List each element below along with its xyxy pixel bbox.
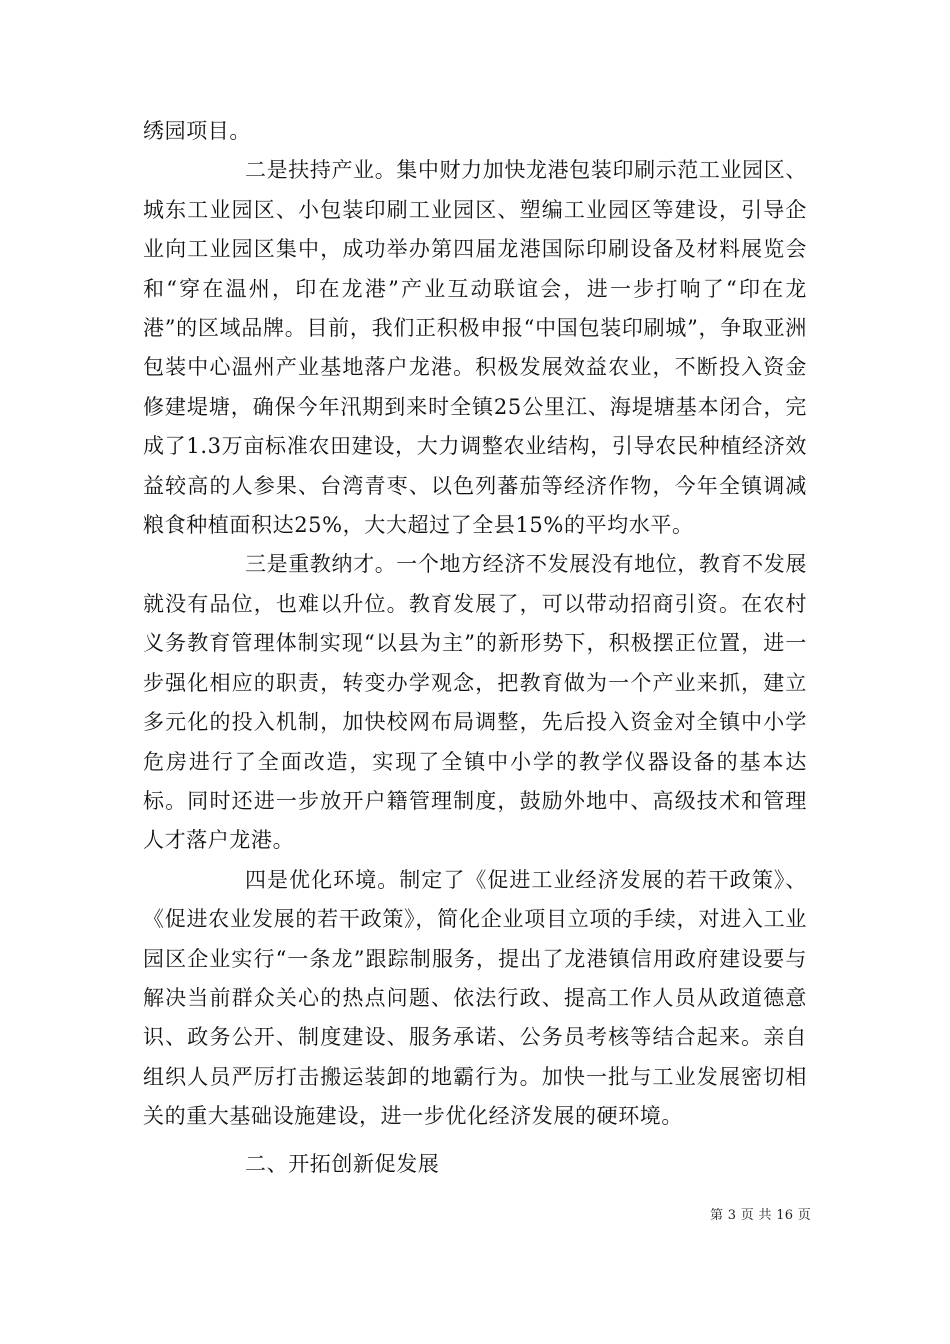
- paragraph-education-talent: 三是重教纳才。一个地方经济不发展没有地位，教育不发展就没有品位，也难以升位。教育发展了，可以带动招商引资。在农村义务教育管理体制实现“以县为主”的新形势下，积极摆正位置，进一步强化相应的职责，转变办学观念，把教育做为一个产业来抓，建立多元化的投入机制，加快校网布局调整，先后投入资金对全镇中小学危房进行了全面改造，实现了全镇中小学的教学仪器设备的基本达标。同时还进一步放开户籍管理制度，鼓励外地中、高级技术和管理人才落户龙港。: [143, 552, 807, 853]
- section-heading: 二、开拓创新促发展: [245, 1151, 440, 1176]
- page-number-footer: 第 3 页 共 16 页: [710, 1208, 812, 1223]
- document-body: [143, 112, 807, 1184]
- paragraph-optimize-environment: 四是优化环境。制定了《促进工业经济发展的若干政策》、《促进农业发展的若干政策》，简化企业项目立项的手续，对进入工业园区企业实行“一条龙”跟踪制服务，提出了龙港镇信用政府建设要与解决当前群众关心的热点问题、依法行政、提高工作人员从政道德意识、政务公开、制度建设、服务承诺、公务员考核等结合起来。亲自组织人员严厉打击搬运装卸的地霸行为。加快一批与工业发展密切相关的重大基础设施建设，进一步优化经济发展的硬环境。: [143, 867, 807, 1129]
- paragraph-support-industry: 二是扶持产业。集中财力加快龙港包装印刷示范工业园区、城东工业园区、小包装印刷工业园区、塑编工业园区等建设，引导企业向工业园区集中，成功举办第四届龙港国际印刷设备及材料展览会和“穿在温州，印在龙港”产业互动联谊会，进一步打响了“印在龙港”的区域品牌。目前，我们正积极申报“中国包装印刷城”，争取亚洲包装中心温州产业基地落户龙港。积极发展效益农业，不断投入资金修建堤塘，确保今年汛期到来时全镇25公里江、海堤塘基本闭合，完成了1.3万亩标准农田建设，大力调整农业结构，引导农民种植经济效益较高的人参果、台湾青枣、以色列蕃茄等经济作物，今年全镇调减粮食种植面积达25%，大大超过了全县15%的平均水平。: [143, 158, 807, 538]
- paragraph-continuation: 绣园项目。: [143, 119, 251, 143]
